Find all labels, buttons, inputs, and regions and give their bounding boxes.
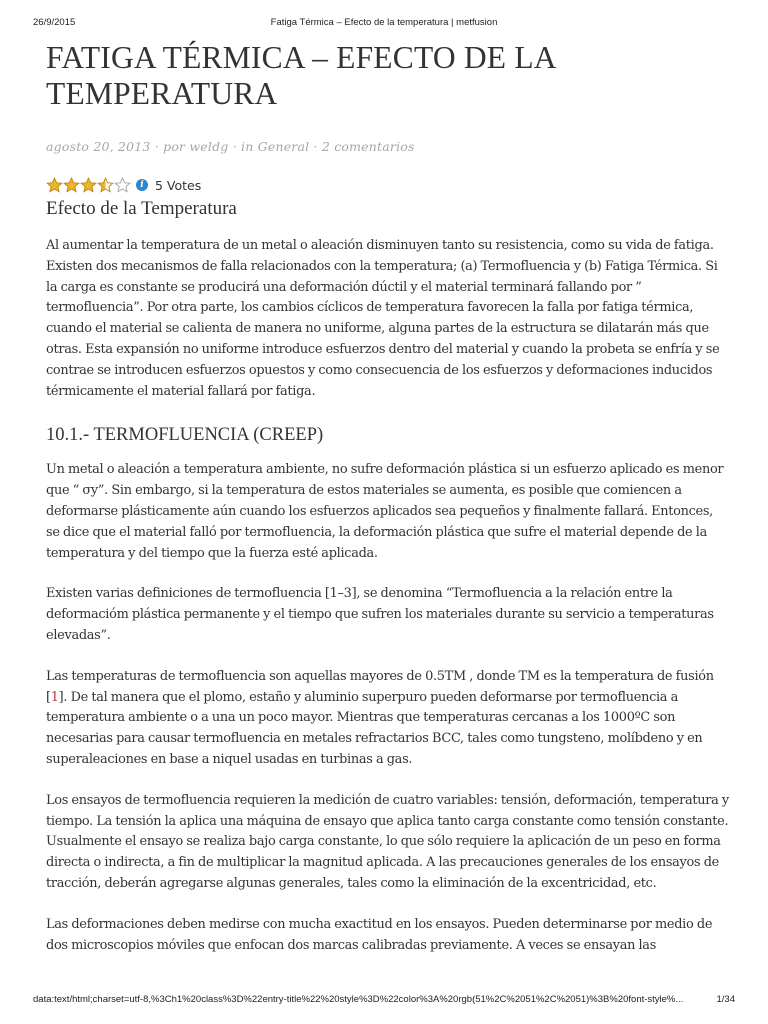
- star-icon[interactable]: [46, 177, 63, 193]
- rating-widget: [46, 175, 730, 195]
- print-date: 26/9/2015: [33, 17, 76, 28]
- reference-link[interactable]: 1: [50, 689, 59, 705]
- entry-title: FATIGA TÉRMICA – EFECTO DE LA TEMPERATURA: [46, 40, 555, 111]
- paragraph-text: ]. De tal manera que el plomo, estaño y aluminio superpuro pueden deformarse por termofluencia a temperatura ambiente o a una un poco mayor. Mientras que temperaturas cercanas a los 1000ºC son necesarias para causar termofluencia en metales refractarios BCC, tales como tungsteno, molíbdeno y en superaleaciones en base a niquel usadas en turbinas a gas.: [46, 689, 703, 767]
- paragraph-text: Las temperaturas de termofluencia son aquellas mayores de 0.5TM , donde TM es la temperatura de fusión [: [46, 668, 714, 705]
- print-page-title: Fatiga Térmica – Efecto de la temperatura | metfusion: [270, 17, 498, 28]
- category-link[interactable]: General: [257, 139, 310, 154]
- star-icon[interactable]: [63, 177, 80, 193]
- post-date[interactable]: agosto 20, 2013: [46, 139, 151, 154]
- votes-count: 5 Votes: [155, 177, 202, 193]
- info-icon[interactable]: i: [136, 179, 148, 191]
- paragraph-creep-1: Un metal o aleación a temperatura ambiente, no sufre deformación plástica si un esfuerzo aplicado es menor que “ σy”. Sin embargo, si la temperatura de estos materiales se aumenta, es posible que comiencen a deformarse plásticamente aún cuando los esfuerzos aplicados sea pequeños y finalmente fallará. Entonces, se dice que el material falló por termofluencia, la deformación plástica que sufre el material depende de la temperatura y del tiempo que la fuerza esté aplicada.: [46, 462, 724, 561]
- article: [46, 40, 730, 956]
- print-url: data:text/html;charset=utf-8,%3Ch1%20class%3D%22entry-title%22%20style%3D%22color%3A%20rgb(51%2C%2051%2C%2051)%3B%20font-style%...: [33, 994, 684, 1005]
- star-icon[interactable]: [97, 177, 114, 193]
- meta-separator: ·: [150, 139, 164, 154]
- category-prefix: in: [241, 139, 258, 154]
- meta-separator: ·: [228, 139, 242, 154]
- comments-link[interactable]: 2 comentarios: [321, 139, 415, 154]
- paragraph-intro: Al aumentar la temperatura de un metal o aleación disminuyen tanto su resistencia, como su vida de fatiga. Existen dos mecanismos de falla relacionados con la temperatura; (a) Termofluencia y (b) Fatiga Térmica. Si la carga es constante se producirá una deformación dúctil y el material terminará fallando por ” termofluencia”. Por otra parte, los cambios cíclicos de temperatura favorecen la falla por fatiga térmica, cuando el material se calienta de manera no uniforme, alguna partes de la estructura se dilatarán más que otras. Esta expansión no uniforme introduce esfuerzos dentro del material y cuando la probeta se enfría y se contrae se introducen esfuerzos opuestos y como consecuencia de los esfuerzos y deformaciones inducidos térmicamente el material fallará por fatiga.: [46, 238, 720, 399]
- page-number: 1/34: [716, 994, 735, 1005]
- paragraph-creep-2: Existen varias definiciones de termofluencia [1–3], se denomina “Termofluencia a la relación entre la deformacióm plástica permanente y el tiempo que sufren los materiales durante su servicio a temperaturas elevadas”.: [46, 586, 714, 643]
- section-title: Efecto de la Temperatura: [46, 198, 237, 219]
- print-header: [33, 17, 735, 31]
- author-prefix: por: [163, 139, 190, 154]
- paragraph-creep-4: Los ensayos de termofluencia requieren la medición de cuatro variables: tensión, deformación, temperatura y tiempo. La tensión la aplica una máquina de ensayo que aplica tanto carga constante como tensión constante. Usualmente el ensayo se realiza bajo carga constante, lo que sólo requiere la aplicación de un peso en forma directa o indirecta, a fin de multiplicar la magnitud aplicada. A las precauciones generales de los ensayos de tracción, deberán agregarse algunas generales, tales como la eliminación de la excentricidad, etc.: [46, 792, 729, 891]
- star-rating[interactable]: [46, 177, 131, 193]
- paragraph-creep-5: Las deformaciones deben medirse con mucha exactitud en los ensayos. Pueden determinarse por medio de dos microscopios móviles que enfocan dos marcas calibradas previamente. A veces se ensayan las: [46, 916, 713, 953]
- subsection-title: 10.1.- TERMOFLUENCIA (CREEP): [46, 425, 324, 446]
- star-icon[interactable]: [80, 177, 97, 193]
- entry-meta: [46, 139, 730, 154]
- paragraph-creep-3: [46, 667, 730, 771]
- meta-separator: ·: [309, 139, 322, 154]
- star-icon[interactable]: [114, 177, 131, 193]
- print-footer: [33, 994, 735, 1008]
- author-link[interactable]: weldg: [189, 139, 229, 154]
